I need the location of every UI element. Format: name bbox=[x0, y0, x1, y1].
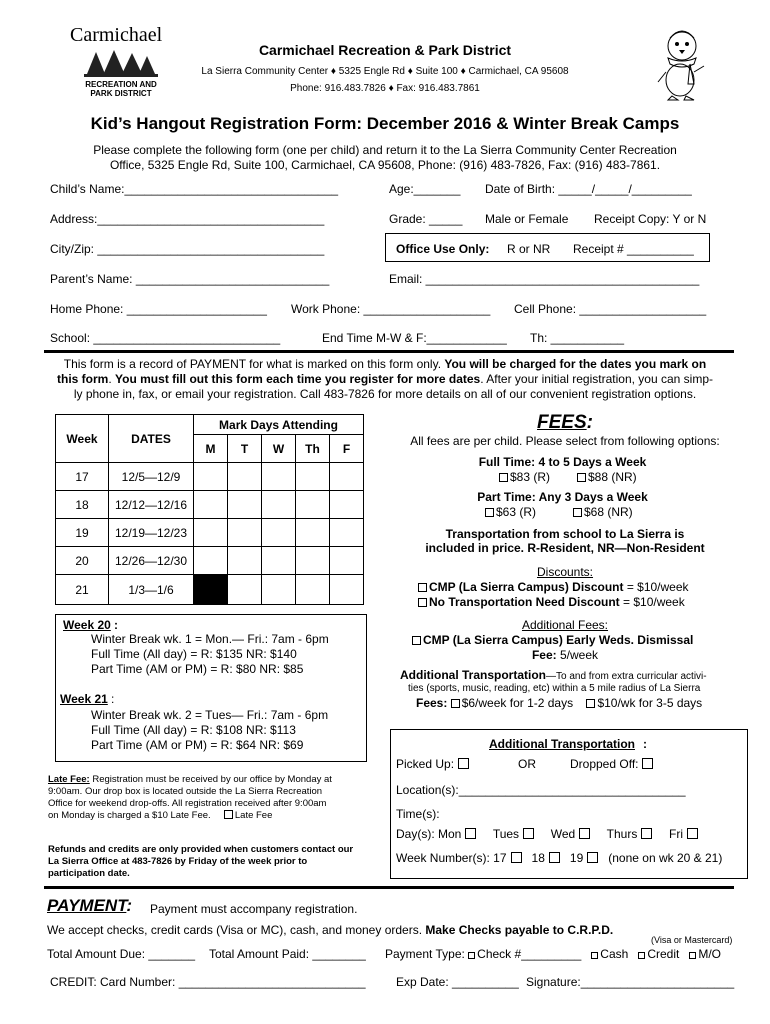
end-time-field[interactable]: End Time M-W & F:____________ bbox=[322, 331, 507, 345]
fees-title-text: FEES bbox=[537, 412, 587, 433]
dropped-off-option[interactable] bbox=[570, 757, 653, 771]
checkbox-icon[interactable] bbox=[468, 952, 475, 959]
checkbox-icon[interactable] bbox=[641, 828, 652, 839]
parent-name-field[interactable]: Parent’s Name: _____________________________ bbox=[50, 272, 330, 286]
transport-box-colon: : bbox=[643, 737, 647, 751]
refund-l2: La Sierra Office at 483-7826 by Friday of the week prior to bbox=[48, 856, 308, 867]
checkbox-icon[interactable] bbox=[689, 952, 696, 959]
addl-opt-2: $10/wk for 3-5 days bbox=[597, 696, 703, 710]
th-week: Week bbox=[56, 415, 109, 463]
late-fee-l2: 9:00am. Our drop box is located outside the La Sierra Recreation bbox=[48, 786, 323, 797]
transport-box-title: Additional Transportation bbox=[489, 737, 635, 751]
th-mark-days: Mark Days Attending bbox=[194, 415, 364, 435]
addl-transport-label: Additional Transportation bbox=[400, 668, 546, 682]
checkbox-icon[interactable] bbox=[458, 758, 469, 769]
week-21-line-1: Winter Break wk. 2 = Tues— Fri.: 7am - 6pm bbox=[91, 708, 329, 722]
days-label: Day(s): bbox=[396, 827, 435, 841]
r-nr-field[interactable]: R or NR bbox=[507, 242, 551, 256]
checkbox-icon[interactable] bbox=[586, 699, 595, 708]
checkbox-icon[interactable] bbox=[511, 852, 522, 863]
day-checkbox[interactable] bbox=[330, 575, 364, 605]
checkbox-icon[interactable] bbox=[577, 473, 586, 482]
week-20-colon: : bbox=[114, 618, 118, 632]
location-field[interactable]: Location(s):__________________________________ bbox=[396, 783, 686, 797]
checkbox-icon[interactable] bbox=[499, 473, 508, 482]
gender-field[interactable]: Male or Female bbox=[485, 212, 569, 226]
day-checkbox[interactable] bbox=[330, 463, 364, 491]
week-cell: 17 bbox=[56, 463, 109, 491]
day-checkbox[interactable] bbox=[330, 519, 364, 547]
late-fee-l3: Office for weekend drop-offs. All registration received after 9:00am bbox=[48, 798, 327, 809]
full-time-title: Full Time: 4 to 5 Days a Week bbox=[478, 455, 647, 469]
th-day-th: Th bbox=[296, 435, 330, 463]
day-checkbox[interactable] bbox=[296, 463, 330, 491]
payment-type-label: Payment Type: bbox=[385, 947, 465, 961]
receipt-copy-field[interactable]: Receipt Copy: Y or N bbox=[594, 212, 707, 226]
part-time-r-option[interactable] bbox=[485, 505, 536, 519]
payment-must: Payment must accompany registration. bbox=[150, 902, 358, 916]
org-phone: Phone: 916.483.7826 ♦ Fax: 916.483.7861 bbox=[290, 83, 480, 94]
addl-transport-desc: —To and from extra curricular activi- bbox=[546, 671, 707, 682]
school-field[interactable]: School: ____________________________ bbox=[50, 331, 281, 345]
form-intro-2: Office, 5325 Engle Rd, Suite 100, Carmichael, CA 95608, Phone: (916) 483-7826, Fax: (916) 483-7861. bbox=[109, 158, 661, 172]
age-field[interactable]: Age:_______ bbox=[389, 182, 461, 196]
day-wed-label: Wed bbox=[550, 827, 576, 841]
early-fee-amount: 5/week bbox=[559, 648, 599, 662]
logo-sub-line2: PARK DISTRICT bbox=[90, 89, 152, 98]
form-title: Kid’s Hangout Registration Form: December 2016 & Winter Break Camps bbox=[90, 114, 680, 133]
notice-1a: This form is a record of PAYMENT for what is marked on this form only. bbox=[63, 357, 445, 371]
addl-fees-label: Fees bbox=[416, 696, 444, 710]
dates-cell: 12/5—12/9 bbox=[109, 463, 194, 491]
transport-note-2: included in price. R-Resident, NR—Non-Resident bbox=[425, 541, 705, 555]
weeknum-18-label: 18 bbox=[531, 851, 545, 865]
week-numbers-row bbox=[396, 851, 722, 865]
checkbox-icon[interactable] bbox=[418, 598, 427, 607]
receipt-number-field[interactable]: Receipt # __________ bbox=[573, 242, 694, 256]
day-checkbox[interactable] bbox=[262, 575, 296, 605]
checkbox-icon[interactable] bbox=[587, 852, 598, 863]
exp-date-field[interactable]: Exp Date: __________ bbox=[396, 975, 519, 989]
week-21-line-2: Full Time (All day) = R: $108 NR: $113 bbox=[91, 723, 296, 737]
week-cell: 18 bbox=[56, 491, 109, 519]
signature-field[interactable]: Signature:_______________________ bbox=[526, 975, 735, 989]
week-21-title: Week 21 bbox=[60, 692, 108, 706]
divider-2 bbox=[44, 886, 734, 889]
late-fee-checkbox[interactable] bbox=[224, 810, 233, 819]
day-thurs-label: Thurs bbox=[606, 827, 638, 841]
day-checkbox[interactable] bbox=[194, 491, 228, 519]
fees-title bbox=[400, 412, 730, 434]
days-row bbox=[396, 827, 698, 841]
payment-title-text: PAYMENT bbox=[47, 896, 127, 915]
refund-l1: Refunds and credits are only provided when customers contact our bbox=[48, 844, 354, 855]
dates-cell: 12/19—12/23 bbox=[109, 519, 194, 547]
day-checkbox[interactable] bbox=[228, 463, 262, 491]
table-row bbox=[56, 463, 364, 491]
table-row bbox=[56, 575, 364, 605]
logo-sub-line1: RECREATION AND bbox=[85, 80, 157, 89]
picked-up-label: Picked Up: bbox=[396, 757, 455, 771]
notice-2c: You must fill out this form each time you register for more dates bbox=[115, 372, 481, 386]
week-cell: 19 bbox=[56, 519, 109, 547]
payment-title-colon: : bbox=[126, 896, 133, 915]
discount-notrans-amount: = $10/week bbox=[619, 595, 685, 609]
table-row bbox=[56, 519, 364, 547]
office-use-label: Office Use Only: bbox=[396, 242, 490, 256]
total-paid-field[interactable]: Total Amount Paid: ________ bbox=[209, 947, 366, 961]
notice-line-3: ly phone in, fax, or email your registration. Call 483-7826 for more details on all of our convenient registration options. bbox=[73, 387, 697, 401]
checkbox-icon[interactable] bbox=[579, 828, 590, 839]
early-dismissal-label: CMP (La Sierra Campus) Early Weds. Dismissal bbox=[423, 633, 694, 647]
or-label: OR bbox=[518, 757, 536, 771]
work-phone-field[interactable]: Work Phone: ___________________ bbox=[291, 302, 491, 316]
cell-phone-field[interactable]: Cell Phone: ___________________ bbox=[514, 302, 707, 316]
cityzip-field[interactable]: City/Zip: __________________________________ bbox=[50, 242, 325, 256]
th-day-m: M bbox=[194, 435, 228, 463]
late-fee-l1: Registration must be received by our office by Monday at bbox=[89, 774, 332, 785]
notice-1b: You will be charged for the dates you mark on bbox=[444, 357, 707, 371]
payment-cash-label: Cash bbox=[600, 947, 629, 961]
late-fee-label: Late Fee: bbox=[48, 774, 90, 785]
early-dismissal-option[interactable] bbox=[412, 633, 693, 647]
addl-transport-fees: Fees: $6/week for 1-2 days $10/wk for 3-5 days bbox=[416, 696, 703, 710]
checkbox-icon[interactable] bbox=[412, 636, 421, 645]
day-mon-label: Mon bbox=[438, 827, 462, 841]
full-time-nr-option[interactable] bbox=[577, 470, 637, 484]
dates-cell: 12/12—12/16 bbox=[109, 491, 194, 519]
th-day-f: F bbox=[330, 435, 364, 463]
checkbox-icon[interactable] bbox=[451, 699, 460, 708]
full-time-nr-label: $88 (NR) bbox=[588, 470, 637, 484]
table-row bbox=[56, 491, 364, 519]
th-day-w: W bbox=[262, 435, 296, 463]
payment-title bbox=[47, 896, 132, 916]
payment-check-label: Check #_________ bbox=[477, 947, 582, 961]
day-checkbox[interactable] bbox=[228, 519, 262, 547]
payment-accept-text: We accept checks, credit cards (Visa or MC), cash, and money orders. bbox=[47, 923, 426, 937]
checkbox-icon[interactable] bbox=[638, 952, 645, 959]
late-fee-check-label: Late Fee bbox=[234, 810, 273, 821]
weeknum-19-label: 19 bbox=[569, 851, 584, 865]
discount-cmp-amount: = $10/week bbox=[623, 580, 689, 594]
day-checkbox[interactable] bbox=[330, 547, 364, 575]
addl-transport-line-1 bbox=[400, 668, 707, 682]
day-checkbox[interactable] bbox=[228, 491, 262, 519]
late-fee-l4: on Monday is charged a $10 Late Fee. bbox=[48, 810, 211, 821]
divider-1 bbox=[44, 350, 734, 353]
full-time-r-option[interactable] bbox=[499, 470, 550, 484]
checkbox-icon[interactable] bbox=[687, 828, 698, 839]
full-time-r-label: $83 (R) bbox=[510, 470, 551, 484]
notice-2b: . bbox=[108, 372, 116, 386]
visa-note: (Visa or Mastercard) bbox=[651, 935, 733, 945]
day-unavailable bbox=[194, 575, 228, 605]
part-time-nr-label: $68 (NR) bbox=[584, 505, 633, 519]
week-20-line-1: Winter Break wk. 1 = Mon.— Fri.: 7am - 6pm bbox=[91, 632, 329, 646]
checkbox-icon[interactable] bbox=[523, 828, 534, 839]
penguin-mascot-icon bbox=[652, 24, 712, 102]
card-number-field[interactable]: CREDIT: Card Number: ____________________________ bbox=[50, 975, 366, 989]
week-21-colon: : bbox=[111, 692, 115, 706]
week-numbers-label: Week Number(s): bbox=[396, 851, 490, 865]
day-checkbox[interactable] bbox=[296, 491, 330, 519]
payment-mo-label: M/O bbox=[698, 947, 722, 961]
week-21-line-3: Part Time (AM or PM) = R: $64 NR: $69 bbox=[91, 738, 304, 752]
payment-type-row bbox=[385, 947, 721, 961]
dates-cell: 1/3—1/6 bbox=[109, 575, 194, 605]
discount-cmp-option[interactable] bbox=[418, 580, 689, 594]
th-day-t: T bbox=[228, 435, 262, 463]
checkbox-icon[interactable] bbox=[573, 508, 582, 517]
day-checkbox[interactable] bbox=[228, 575, 262, 605]
weeknum-note: (none on wk 20 & 21) bbox=[608, 851, 723, 865]
early-dismissal-fee bbox=[400, 648, 730, 662]
checkbox-icon[interactable] bbox=[549, 852, 560, 863]
day-checkbox[interactable] bbox=[194, 519, 228, 547]
checkbox-icon[interactable] bbox=[591, 952, 598, 959]
org-address: La Sierra Community Center ♦ 5325 Engle Rd ♦ Suite 100 ♦ Carmichael, CA 95608 bbox=[201, 66, 569, 77]
discount-notrans-option[interactable] bbox=[418, 595, 685, 609]
th-dates: DATES bbox=[109, 415, 194, 463]
part-time-title: Part Time: Any 3 Days a Week bbox=[477, 490, 648, 504]
day-checkbox[interactable] bbox=[262, 463, 296, 491]
day-tues-label: Tues bbox=[492, 827, 520, 841]
day-checkbox[interactable] bbox=[262, 519, 296, 547]
refund-l3: participation date. bbox=[48, 868, 130, 879]
email-field[interactable]: Email: _________________________________________ bbox=[389, 272, 700, 286]
discount-notrans-label: No Transportation Need Discount bbox=[429, 595, 620, 609]
early-fee-label: Fee: bbox=[531, 648, 560, 662]
part-time-r-label: $63 (R) bbox=[496, 505, 537, 519]
additional-fees-title: Additional Fees: bbox=[521, 618, 609, 632]
day-checkbox[interactable] bbox=[262, 547, 296, 575]
fees-title-colon: : bbox=[586, 412, 593, 433]
weeks-table bbox=[55, 414, 364, 605]
notice-2d: . After your initial registration, you can simp- bbox=[480, 372, 713, 386]
th-field[interactable]: Th: ___________ bbox=[530, 331, 625, 345]
payment-accept bbox=[47, 923, 613, 937]
day-checkbox[interactable] bbox=[194, 463, 228, 491]
week-cell: 20 bbox=[56, 547, 109, 575]
weeknum-17-label: 17 bbox=[493, 851, 507, 865]
grade-field[interactable]: Grade: _____ bbox=[389, 212, 463, 226]
checkbox-icon[interactable] bbox=[465, 828, 476, 839]
dates-cell: 12/26—12/30 bbox=[109, 547, 194, 575]
notice-line-2 bbox=[20, 372, 750, 386]
fees-intro: All fees are per child. Please select from following options: bbox=[410, 434, 720, 448]
day-checkbox[interactable] bbox=[228, 547, 262, 575]
dropped-off-label: Dropped Off: bbox=[570, 757, 639, 771]
address-field[interactable]: Address:__________________________________ bbox=[50, 212, 325, 226]
logo-subtitle bbox=[70, 80, 172, 98]
payment-credit-label: Credit bbox=[647, 947, 680, 961]
part-time-nr-option[interactable] bbox=[573, 505, 633, 519]
addl-transport-line-2: ties (sports, music, reading, etc) within a 5 mile radius of La Sierra bbox=[408, 683, 701, 694]
checkbox-icon[interactable] bbox=[485, 508, 494, 517]
week-cell: 21 bbox=[56, 575, 109, 605]
notice-line-1 bbox=[20, 357, 750, 371]
total-due-field[interactable]: Total Amount Due: _______ bbox=[47, 947, 196, 961]
table-row bbox=[56, 547, 364, 575]
day-fri-label: Fri bbox=[669, 827, 683, 841]
day-checkbox[interactable] bbox=[262, 491, 296, 519]
payment-checks-text: Make Checks payable to C.R.P.D. bbox=[425, 923, 614, 937]
times-field[interactable]: Time(s): bbox=[396, 807, 440, 821]
week-20-line-3: Part Time (AM or PM) = R: $80 NR: $85 bbox=[91, 662, 304, 676]
discounts-title: Discounts: bbox=[536, 565, 594, 579]
transport-note-1: Transportation from school to La Sierra is bbox=[445, 527, 685, 541]
logo-name: Carmichael bbox=[70, 24, 163, 46]
home-phone-field[interactable]: Home Phone: _____________________ bbox=[50, 302, 267, 316]
checkbox-icon[interactable] bbox=[642, 758, 653, 769]
child-name-field[interactable]: Child’s Name:________________________________ bbox=[50, 182, 339, 196]
day-checkbox[interactable] bbox=[296, 575, 330, 605]
late-fee-text bbox=[48, 774, 332, 822]
week-20-title: Week 20 bbox=[63, 618, 111, 632]
checkbox-icon[interactable] bbox=[418, 583, 427, 592]
refund-text bbox=[48, 844, 353, 880]
discount-cmp-label: CMP (La Sierra Campus) Discount bbox=[429, 580, 624, 594]
org-title: Carmichael Recreation & Park District bbox=[258, 42, 512, 58]
day-checkbox[interactable] bbox=[330, 491, 364, 519]
trees-logo-icon bbox=[84, 50, 158, 78]
form-intro-1: Please complete the following form (one per child) and return it to the La Sierra Community Center Recreation bbox=[93, 143, 677, 157]
addl-opt-1: $6/week for 1-2 days bbox=[461, 696, 574, 710]
day-checkbox[interactable] bbox=[194, 547, 228, 575]
week-20-line-2: Full Time (All day) = R: $135 NR: $140 bbox=[91, 647, 297, 661]
day-checkbox[interactable] bbox=[296, 547, 330, 575]
day-checkbox[interactable] bbox=[296, 519, 330, 547]
dob-field[interactable]: Date of Birth: _____/_____/_________ bbox=[485, 182, 692, 196]
picked-up-option[interactable] bbox=[396, 757, 469, 771]
notice-2a: this form bbox=[57, 372, 109, 386]
